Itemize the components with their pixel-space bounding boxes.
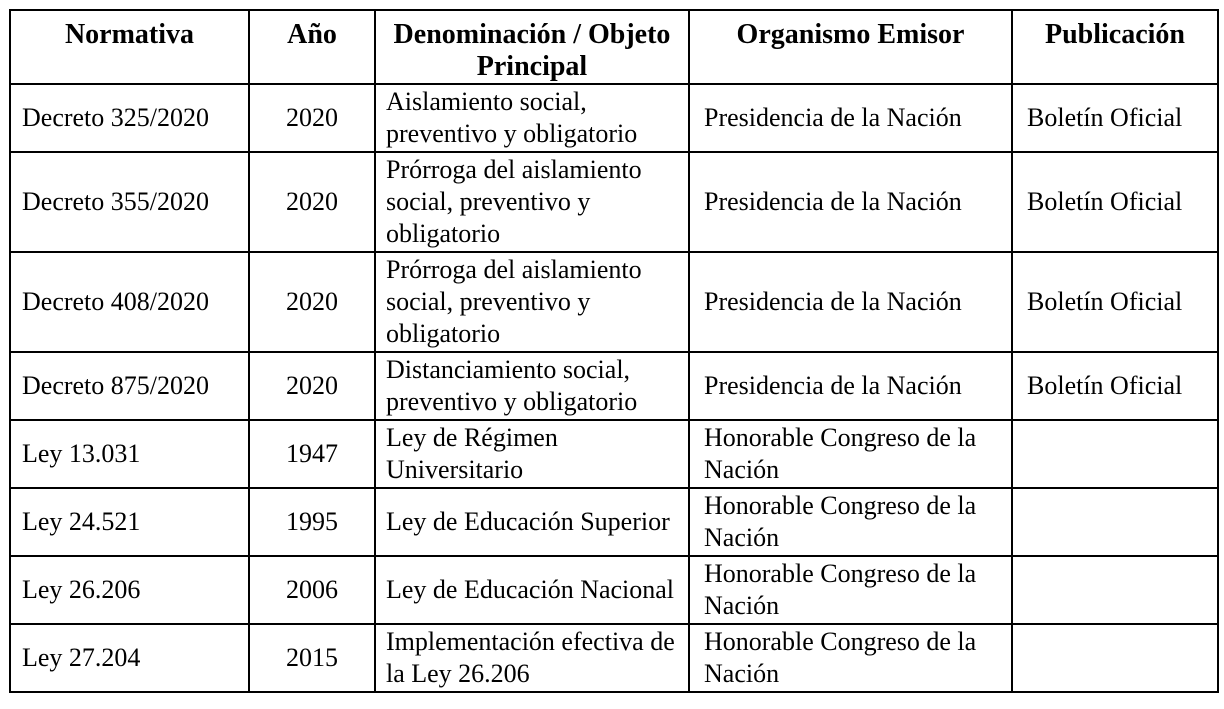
cell-normativa: Ley 24.521 bbox=[10, 488, 249, 556]
cell-organismo: Honorable Congreso de la Nación bbox=[689, 420, 1012, 488]
cell-anio: 2015 bbox=[249, 624, 375, 692]
header-normativa: Normativa bbox=[10, 10, 249, 84]
table-row bbox=[10, 488, 1218, 556]
cell-normativa: Decreto 355/2020 bbox=[10, 152, 249, 252]
cell-organismo: Presidencia de la Nación bbox=[689, 352, 1012, 420]
cell-denominacion: Distanciamiento social, preventivo y obligatorio bbox=[375, 352, 689, 420]
cell-anio: 2020 bbox=[249, 84, 375, 152]
cell-publicacion bbox=[1012, 488, 1218, 556]
header-denominacion: Denominación / Objeto Principal bbox=[375, 10, 689, 84]
header-anio: Año bbox=[249, 10, 375, 84]
cell-organismo: Presidencia de la Nación bbox=[689, 152, 1012, 252]
cell-publicacion: Boletín Oficial bbox=[1012, 84, 1218, 152]
cell-organismo: Presidencia de la Nación bbox=[689, 84, 1012, 152]
cell-denominacion: Ley de Educación Superior bbox=[375, 488, 689, 556]
cell-organismo: Presidencia de la Nación bbox=[689, 252, 1012, 352]
cell-publicacion bbox=[1012, 556, 1218, 624]
header-publicacion: Publicación bbox=[1012, 10, 1218, 84]
cell-anio: 1947 bbox=[249, 420, 375, 488]
cell-anio: 2020 bbox=[249, 252, 375, 352]
cell-normativa: Ley 27.204 bbox=[10, 624, 249, 692]
cell-publicacion bbox=[1012, 624, 1218, 692]
table-row bbox=[10, 420, 1218, 488]
cell-anio: 2006 bbox=[249, 556, 375, 624]
cell-denominacion: Implementación efectiva de la Ley 26.206 bbox=[375, 624, 689, 692]
cell-publicacion: Boletín Oficial bbox=[1012, 252, 1218, 352]
cell-normativa: Decreto 408/2020 bbox=[10, 252, 249, 352]
cell-anio: 2020 bbox=[249, 352, 375, 420]
table-row bbox=[10, 556, 1218, 624]
cell-anio: 1995 bbox=[249, 488, 375, 556]
cell-publicacion bbox=[1012, 420, 1218, 488]
cell-organismo: Honorable Congreso de la Nación bbox=[689, 624, 1012, 692]
cell-denominacion: Prórroga del aislamiento social, preventivo y obligatorio bbox=[375, 252, 689, 352]
cell-normativa: Decreto 325/2020 bbox=[10, 84, 249, 152]
cell-denominacion: Prórroga del aislamiento social, preventivo y obligatorio bbox=[375, 152, 689, 252]
table-row bbox=[10, 624, 1218, 692]
cell-normativa: Ley 13.031 bbox=[10, 420, 249, 488]
cell-denominacion: Ley de Régimen Universitario bbox=[375, 420, 689, 488]
header-organismo: Organismo Emisor bbox=[689, 10, 1012, 84]
cell-organismo: Honorable Congreso de la Nación bbox=[689, 488, 1012, 556]
cell-anio: 2020 bbox=[249, 152, 375, 252]
cell-denominacion: Ley de Educación Nacional bbox=[375, 556, 689, 624]
table-row bbox=[10, 84, 1218, 152]
table-row bbox=[10, 352, 1218, 420]
table-row bbox=[10, 252, 1218, 352]
regulations-table bbox=[9, 9, 1219, 693]
cell-denominacion: Aislamiento social, preventivo y obligatorio bbox=[375, 84, 689, 152]
cell-publicacion: Boletín Oficial bbox=[1012, 152, 1218, 252]
cell-organismo: Honorable Congreso de la Nación bbox=[689, 556, 1012, 624]
table-row bbox=[10, 152, 1218, 252]
cell-normativa: Decreto 875/2020 bbox=[10, 352, 249, 420]
cell-normativa: Ley 26.206 bbox=[10, 556, 249, 624]
table-header-row bbox=[10, 10, 1218, 84]
cell-publicacion: Boletín Oficial bbox=[1012, 352, 1218, 420]
